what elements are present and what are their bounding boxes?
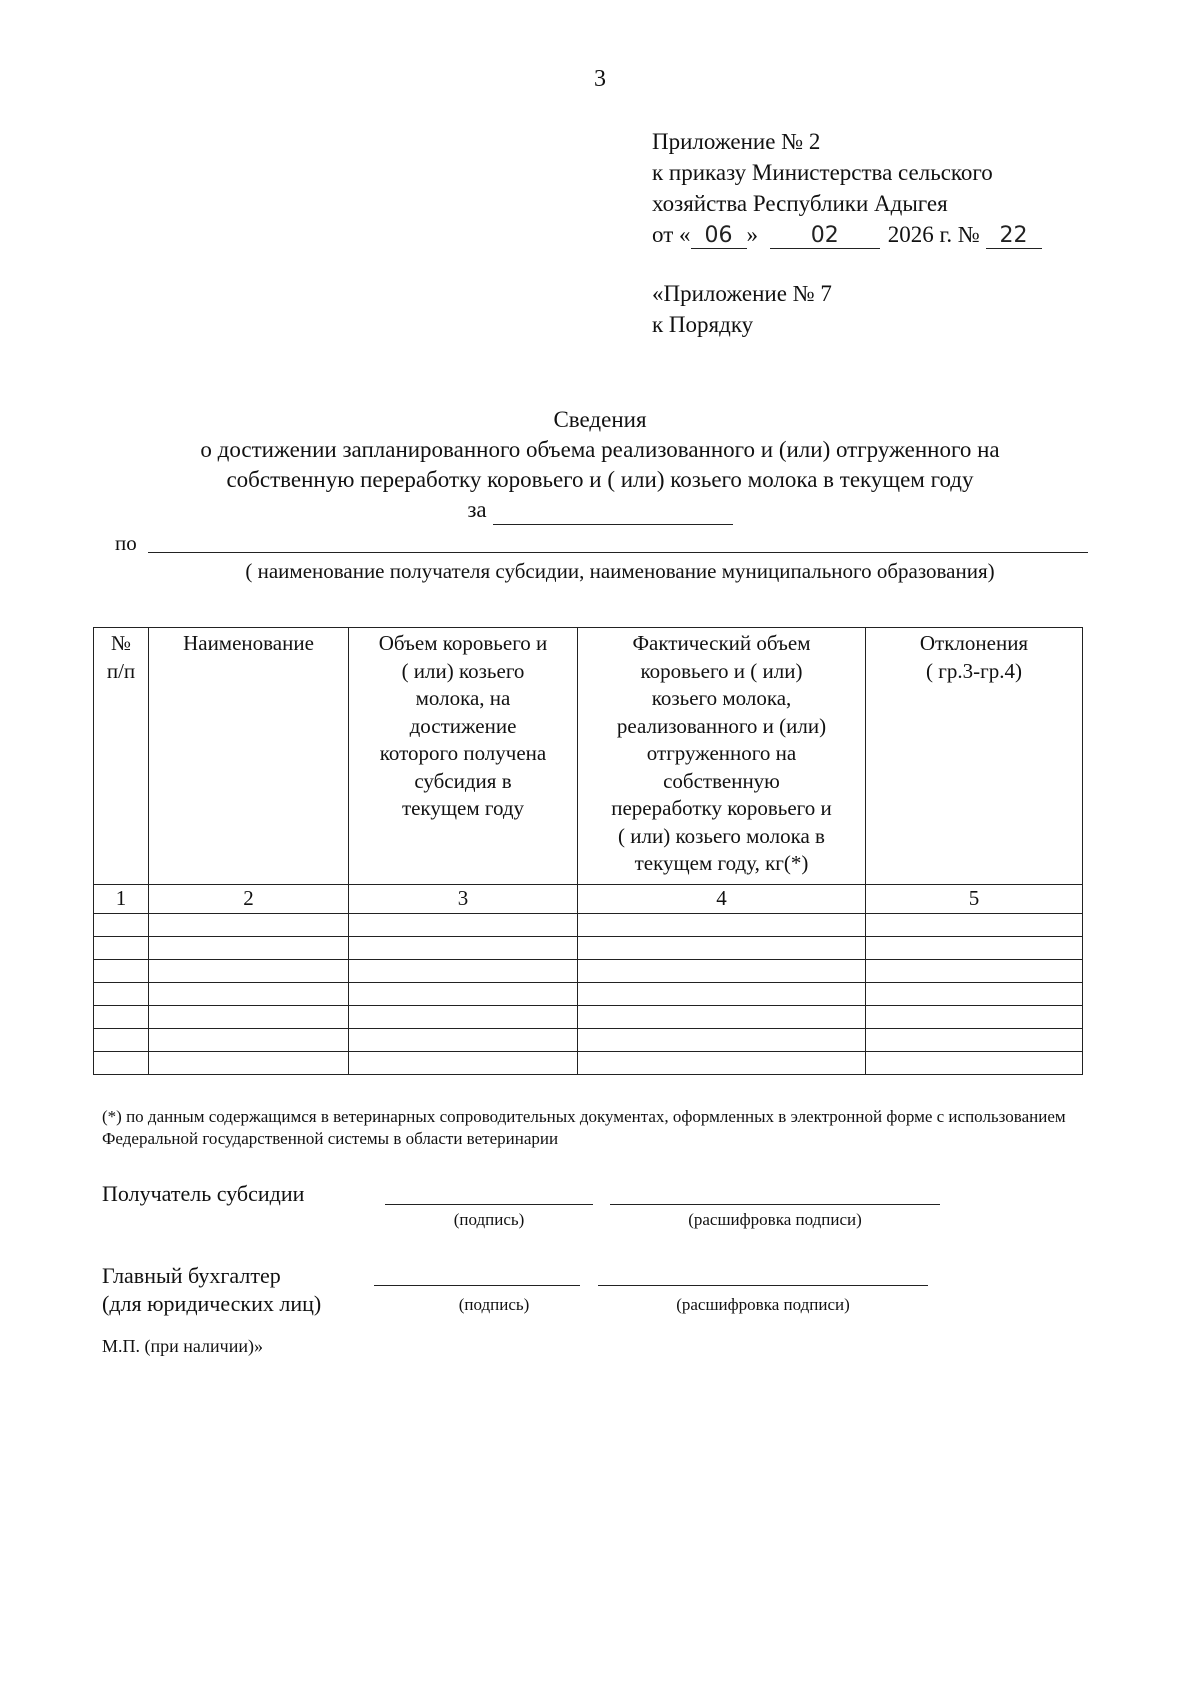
order-number: 22: [986, 224, 1042, 249]
header-text-line: текущем году: [401, 796, 525, 820]
table-cell[interactable]: [866, 913, 1083, 936]
table-cell[interactable]: [94, 1051, 149, 1074]
header-text-line: которого получена: [379, 741, 547, 765]
header-text-line: текущем году, кг(*): [634, 851, 809, 875]
header-text-line: Объем коровьего и: [378, 631, 548, 655]
date-year: 2026 г. №: [887, 222, 980, 247]
table-header-cell: [149, 628, 349, 885]
accountant-decoding-field[interactable]: [598, 1285, 928, 1286]
header-text-line: отгруженного на: [646, 741, 797, 765]
header-text-line: коровьего и ( или): [640, 658, 803, 683]
table-cell[interactable]: [349, 913, 578, 936]
date-month: 02: [770, 224, 880, 249]
table-cell[interactable]: [578, 1005, 866, 1028]
table-cell[interactable]: [94, 1005, 149, 1028]
header-text-line: Отклонения: [919, 631, 1029, 655]
header-text-line: козьего молока,: [651, 686, 792, 710]
accountant-label-line2: (для юридических лиц): [102, 1291, 322, 1316]
table-cell[interactable]: [149, 913, 349, 936]
table-cell[interactable]: [94, 959, 149, 982]
table-cell[interactable]: [578, 1028, 866, 1051]
table-cell[interactable]: [349, 1051, 578, 1074]
appendix-date-line: [652, 219, 1042, 250]
column-number-cell: 4: [578, 885, 866, 914]
header-text-line: реализованного и (или): [616, 713, 827, 738]
table-cell[interactable]: [349, 1028, 578, 1051]
table-header-row: [94, 628, 1083, 885]
table-cell[interactable]: [94, 1028, 149, 1051]
header-text-line: переработку коровьего и: [611, 796, 832, 820]
table-cell[interactable]: [349, 982, 578, 1005]
table-cell[interactable]: [149, 1005, 349, 1028]
table-column-number-row: [94, 885, 1083, 914]
period-row: [90, 495, 1110, 525]
recipient-signature-field[interactable]: [385, 1204, 593, 1205]
header-text-line: п/п: [106, 658, 136, 683]
stamp-note: М.П. (при наличии)»: [102, 1336, 263, 1356]
table-cell[interactable]: [578, 1051, 866, 1074]
date-mid: »: [746, 222, 758, 247]
report-table: [93, 627, 1083, 1075]
recipient-signature-caption: (подпись): [453, 1210, 525, 1229]
table-cell[interactable]: [149, 1051, 349, 1074]
recipient-signature-label: Получатель субсидии: [102, 1181, 305, 1206]
table-cell[interactable]: [578, 936, 866, 959]
table-header-cell: [349, 628, 578, 885]
page-number: 3: [594, 66, 606, 92]
accountant-decoding-caption: (расшифровка подписи): [676, 1295, 850, 1314]
heading-line2: собственную переработку коровьего и ( или) козьего молока в текущем году: [226, 467, 974, 492]
appendix-block: [652, 126, 1042, 250]
column-number-cell: 2: [149, 885, 349, 914]
table-cell[interactable]: [866, 959, 1083, 982]
table-cell[interactable]: [149, 959, 349, 982]
heading-title: Сведения: [553, 407, 647, 432]
appendix-reference: [652, 278, 832, 340]
header-text-line: Фактический объем: [632, 631, 811, 655]
table-row: [94, 936, 1083, 959]
table-cell[interactable]: [866, 936, 1083, 959]
table-row: [94, 959, 1083, 982]
date-day: 06: [691, 224, 747, 249]
header-text-line: ( гр.3-гр.4): [926, 658, 1022, 683]
appendix-line2: к приказу Министерства сельского: [652, 160, 993, 185]
appendix-line3: хозяйства Республики Адыгея: [652, 191, 948, 216]
header-text-line: собственную: [663, 768, 780, 793]
column-number-cell: 5: [866, 885, 1083, 914]
header-text-line: ( или) козьего: [401, 658, 525, 683]
table-cell[interactable]: [149, 982, 349, 1005]
table-cell[interactable]: [866, 1028, 1083, 1051]
appendix-ref-line1: «Приложение № 7: [652, 281, 832, 306]
table-row: [94, 913, 1083, 936]
accountant-signature-caption: (подпись): [458, 1295, 530, 1314]
recipient-decoding-caption: (расшифровка подписи): [688, 1210, 862, 1229]
table-header-cell: [866, 628, 1083, 885]
column-number-cell: 3: [349, 885, 578, 914]
header-text-line: №: [110, 631, 132, 655]
table-cell[interactable]: [349, 936, 578, 959]
recipient-decoding-field[interactable]: [610, 1204, 940, 1205]
table-cell[interactable]: [149, 936, 349, 959]
footnote: (*) по данным содержащимся в ветеринарных сопроводительных документах, оформленных в электронной форме с использованием Федеральной государственной системы в области ветеринарии: [102, 1107, 1066, 1148]
header-text-line: ( или) козьего молока в: [618, 823, 825, 848]
appendix-line1: Приложение № 2: [652, 129, 821, 154]
header-text-line: достижение: [409, 713, 517, 738]
table-cell[interactable]: [349, 1005, 578, 1028]
table-header-cell: [94, 628, 149, 885]
table-cell[interactable]: [578, 913, 866, 936]
table-cell[interactable]: [578, 982, 866, 1005]
column-number-cell: 1: [94, 885, 149, 914]
accountant-label: [102, 1262, 321, 1318]
table-row: [94, 1028, 1083, 1051]
period-label: за: [467, 497, 487, 522]
accountant-signature-field[interactable]: [374, 1285, 580, 1286]
table-row: [94, 982, 1083, 1005]
period-field[interactable]: [493, 500, 733, 525]
table-cell[interactable]: [866, 982, 1083, 1005]
header-text-line: Наименование: [183, 631, 314, 655]
recipient-field[interactable]: [148, 552, 1088, 553]
table-cell[interactable]: [349, 959, 578, 982]
table-header-cell: [578, 628, 866, 885]
table-row: [94, 1005, 1083, 1028]
recipient-label: по: [115, 531, 137, 555]
table-cell[interactable]: [94, 936, 149, 959]
table-cell[interactable]: [578, 959, 866, 982]
appendix-ref-line2: к Порядку: [652, 312, 754, 337]
table-cell[interactable]: [149, 1028, 349, 1051]
heading-line1: о достижении запланированного объема реализованного и (или) отгруженного на: [200, 437, 1000, 462]
document-heading: [90, 405, 1110, 525]
table-cell[interactable]: [94, 913, 149, 936]
header-text-line: субсидия в: [414, 768, 512, 793]
header-text-line: молока, на: [415, 686, 511, 710]
table-row: [94, 1051, 1083, 1074]
table-cell[interactable]: [866, 1005, 1083, 1028]
date-prefix: от «: [652, 222, 691, 247]
accountant-label-line1: Главный бухгалтер: [102, 1263, 281, 1288]
table-cell[interactable]: [94, 982, 149, 1005]
recipient-caption: ( наименование получателя субсидии, наименование муниципального образования): [245, 559, 995, 583]
table-cell[interactable]: [866, 1051, 1083, 1074]
